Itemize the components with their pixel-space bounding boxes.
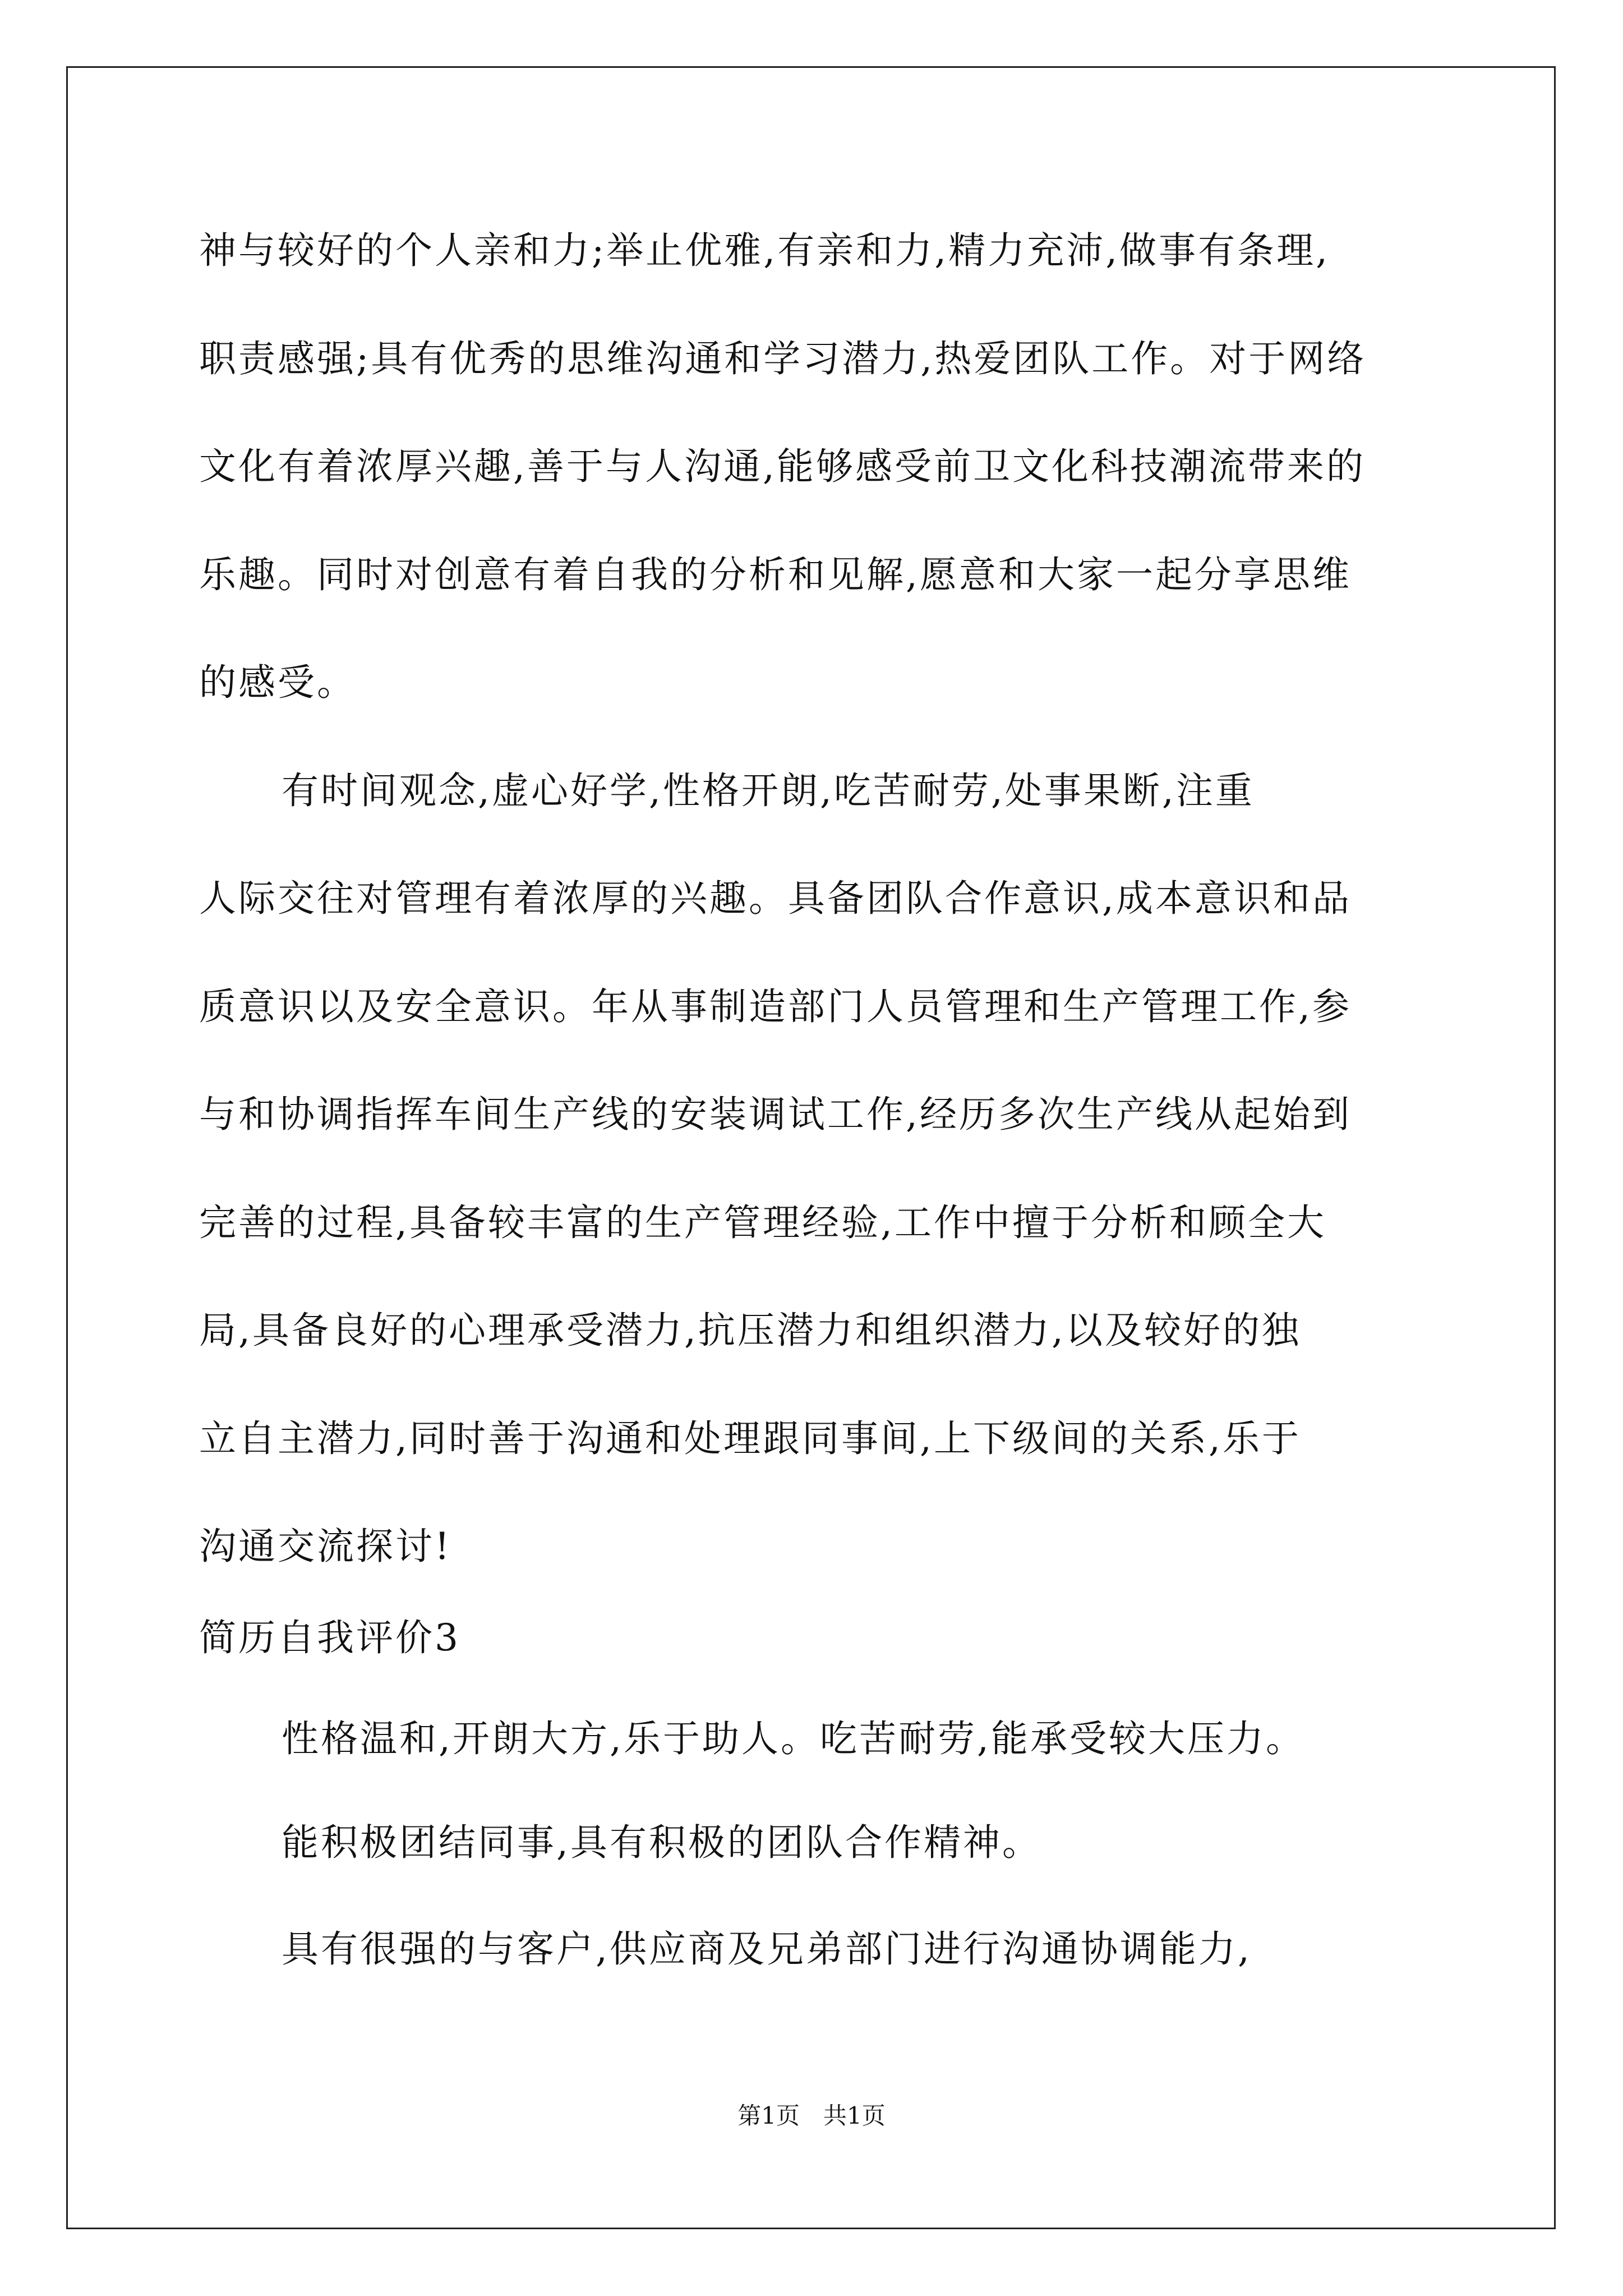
page-number-footer: 第1页 共1页 [737,2102,886,2129]
paragraph-2-line-6: 局,具备良好的心理承受潜力,抗压潜力和组织潜力,以及较好的独 [199,1309,1301,1352]
paragraph-1-line-3: 文化有着浓厚兴趣,善于与人沟通,能够感受前卫文化科技潮流带来的 [199,445,1366,488]
paragraph-1-line-2: 职责感强;具有优秀的思维沟通和学习潜力,热爱团队工作。对于网络 [199,337,1367,380]
paragraph-2-line-7: 立自主潜力,同时善于沟通和处理跟同事间,上下级间的关系,乐于 [199,1417,1301,1460]
section-line-1: 性格温和,开朗大方,乐于助人。吃苦耐劳,能承受较大压力。 [282,1717,1305,1760]
section-line-3: 具有很强的与客户,供应商及兄弟部门进行沟通协调能力, [282,1927,1252,1971]
page-border [66,66,1556,2229]
paragraph-2-line-5: 完善的过程,具备较丰富的生产管理经验,工作中擅于分析和顾全大 [199,1201,1326,1244]
paragraph-2-line-8: 沟通交流探讨! [199,1525,452,1568]
paragraph-1-line-5: 的感受。 [199,661,356,704]
paragraph-1-line-4: 乐趣。同时对创意有着自我的分析和见解,愿意和大家一起分享思维 [199,553,1352,596]
paragraph-2-line-4: 与和协调指挥车间生产线的安装调试工作,经历多次生产线从起始到 [199,1093,1352,1136]
paragraph-2-line-3: 质意识以及安全意识。年从事制造部门人员管理和生产管理工作,参 [199,985,1352,1028]
paragraph-1-line-1: 神与较好的个人亲和力;举止优雅,有亲和力,精力充沛,做事有条理, [199,229,1330,272]
section-heading: 简历自我评价3 [199,1616,460,1659]
section-line-2: 能积极团结同事,具有积极的团队合作精神。 [282,1821,1041,1864]
paragraph-2-line-1: 有时间观念,虚心好学,性格开朗,吃苦耐劳,处事果断,注重 [282,769,1255,812]
paragraph-2-line-2: 人际交往对管理有着浓厚的兴趣。具备团队合作意识,成本意识和品 [199,877,1352,920]
